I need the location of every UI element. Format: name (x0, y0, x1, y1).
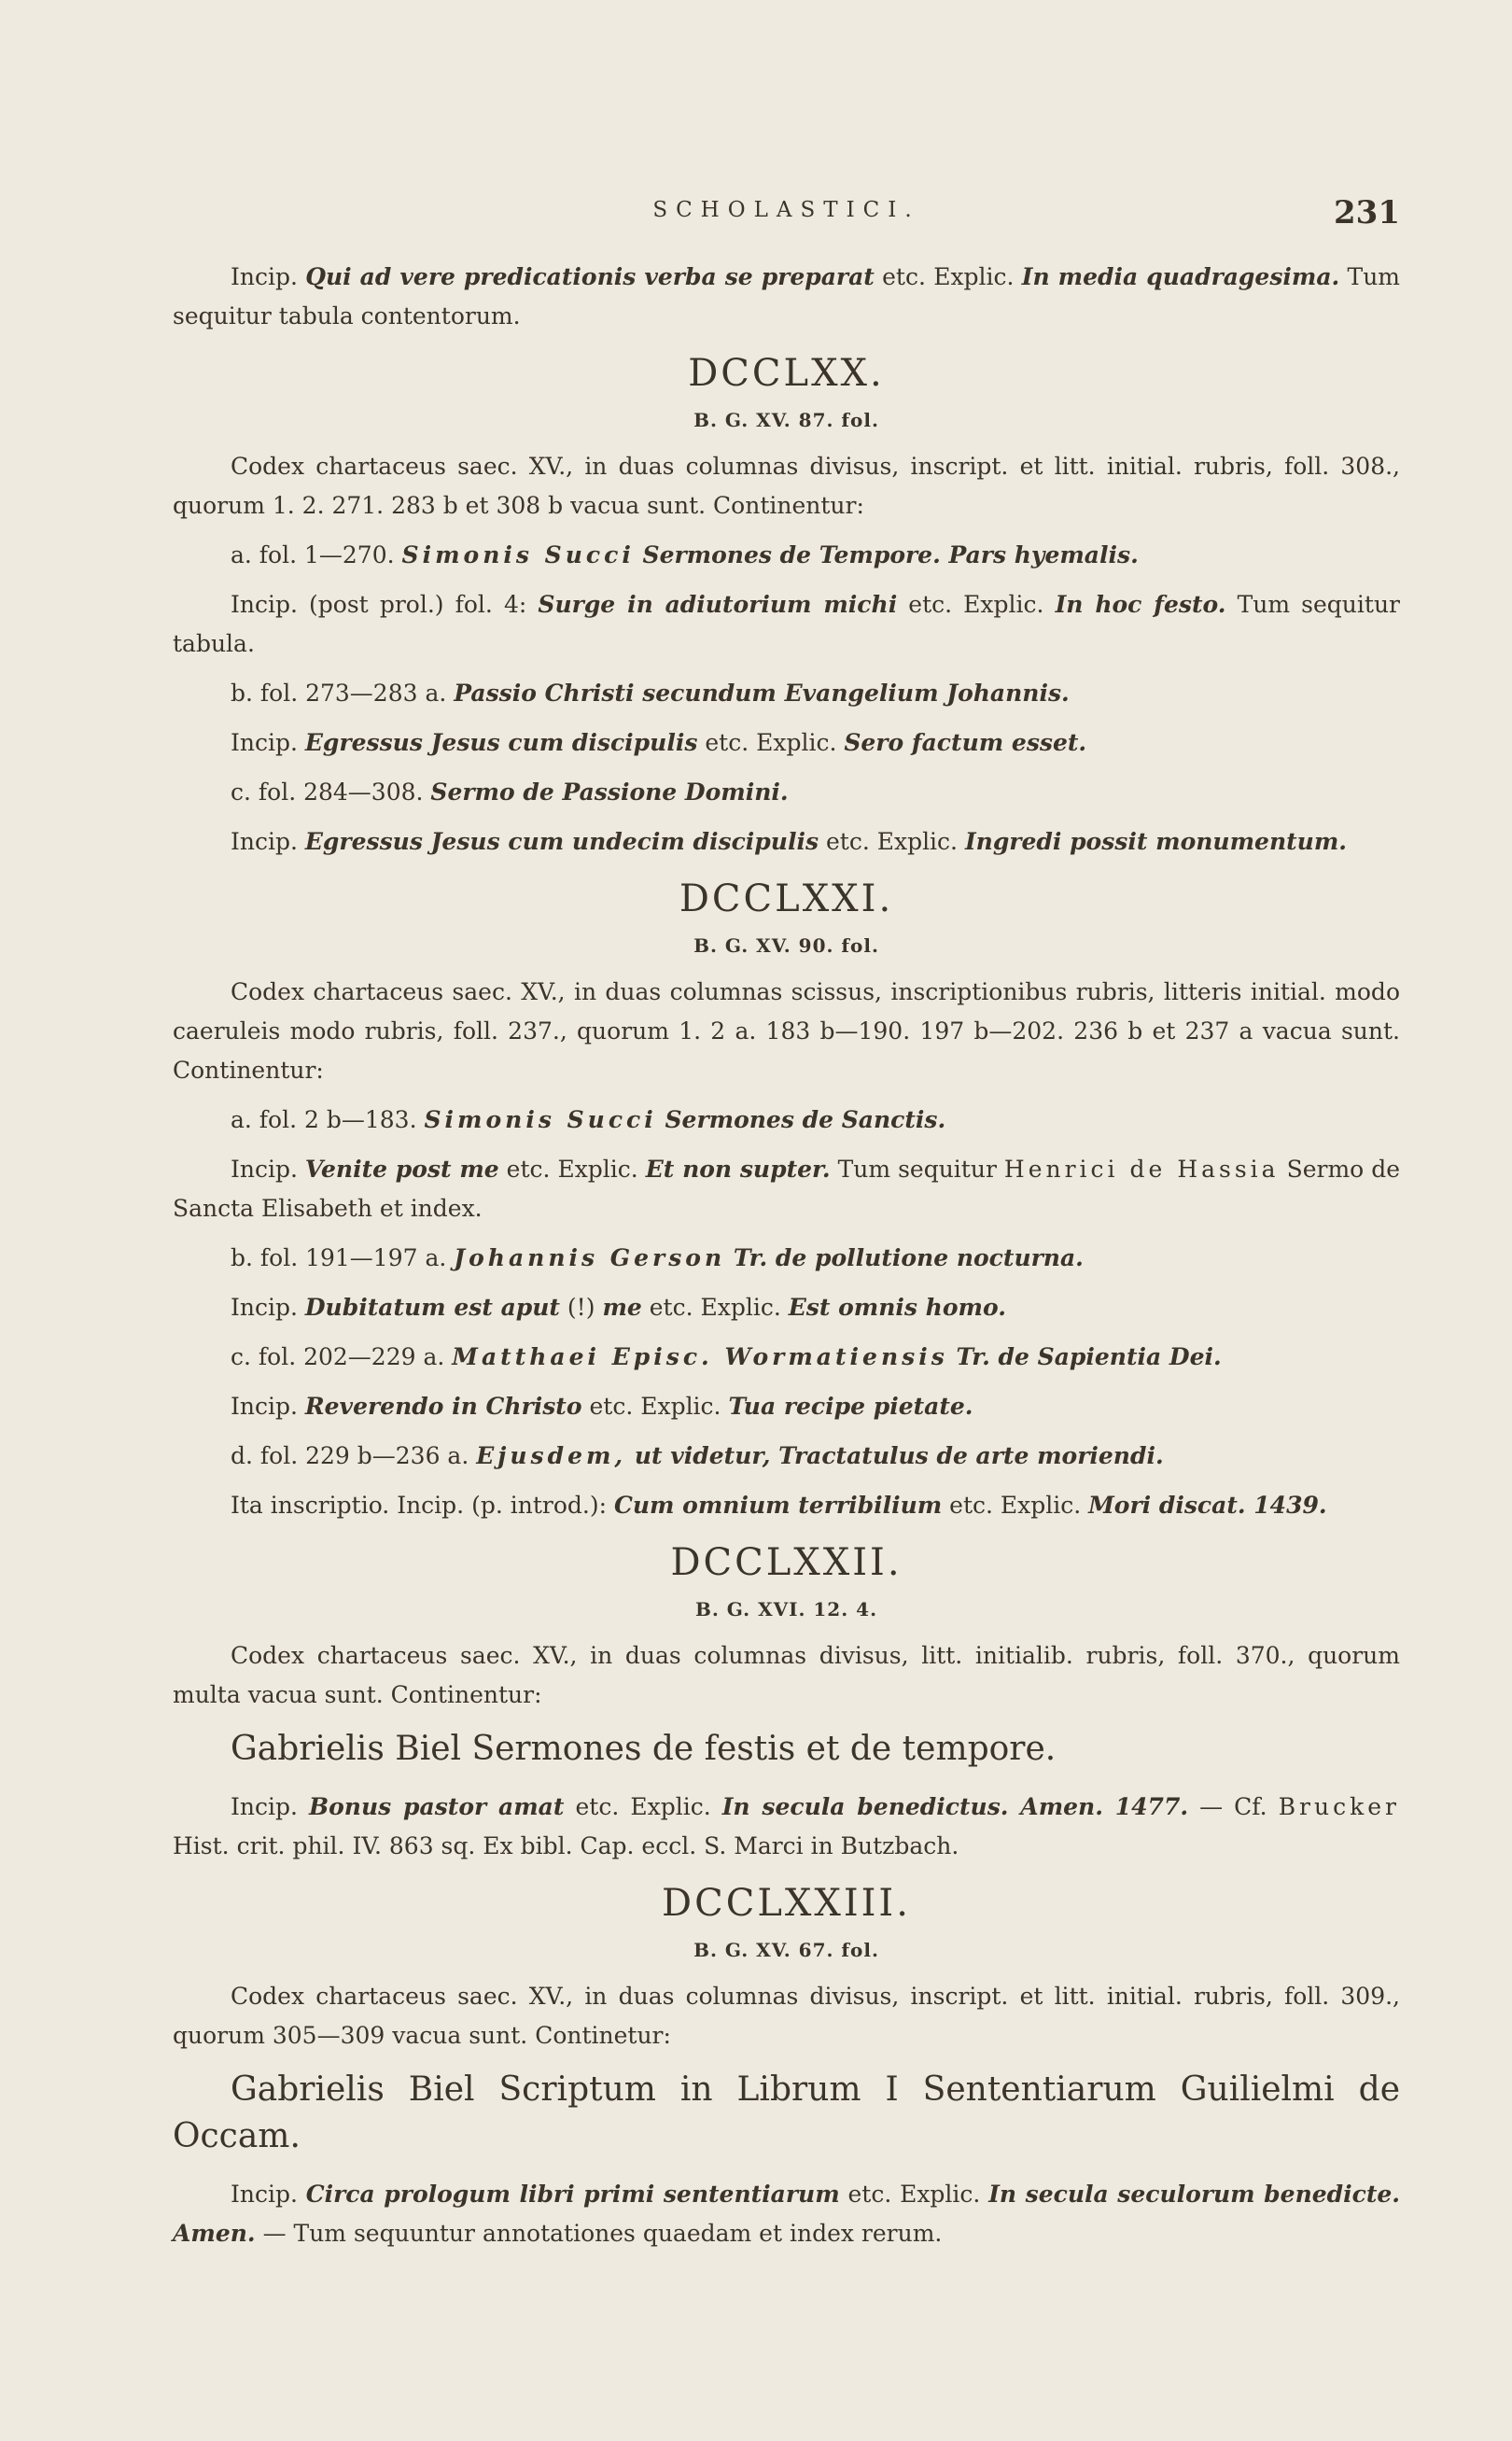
text: Tum sequitur tabula contentorum. (173, 263, 1401, 330)
text: Tum sequitur tabula. (173, 591, 1400, 657)
incipit-text: Qui ad vere predicationis verba se preparat (305, 263, 875, 290)
incipit-text: Surge in adiutorium michi (538, 591, 898, 618)
codex-description: Codex chartaceus saec. XV., in duas columnas divisus, inscript. et litt. initial. rubris, foll. 308., quorum 1. 2. 271. 283 b et 308 b vacua sunt. Continentur: (173, 453, 1400, 519)
explicit-text: In secula benedictus. Amen. 1477. (721, 1793, 1189, 1820)
incipit-line (173, 1150, 1400, 1228)
explicit-text: Et non supter. (645, 1156, 831, 1183)
page-number: 231 (1334, 194, 1400, 231)
work-title: Tr. de Sapientia Dei. (947, 1343, 1222, 1370)
content-item (173, 674, 1400, 713)
incipit-line (173, 585, 1400, 664)
text: etc. Explic. (819, 828, 965, 855)
incipit-line (173, 2175, 1400, 2253)
entry-number: DCCLXXII. (670, 1541, 903, 1584)
explicit-text: Ingredi possit monumentum. (964, 828, 1348, 855)
shelf-signature: B. G. XVI. 12. 4. (694, 1598, 878, 1620)
running-header (173, 194, 1400, 235)
explicit-text: Mori discat. 1439. (1088, 1492, 1327, 1519)
continued-incipit (173, 258, 1400, 336)
text: Hist. crit. phil. IV. 863 sq. Ex bibl. Cap. eccl. S. Marci in Butzbach. (173, 1832, 959, 1859)
explicit-text: In media quadragesima. (1021, 263, 1340, 290)
header-title: SCHOLASTICI. (652, 198, 920, 222)
author-name: Ejusdem, (476, 1442, 627, 1469)
text: etc. Explic. (839, 2181, 989, 2208)
text: etc. Explic. (697, 729, 845, 756)
entry-number: DCCLXX. (688, 352, 885, 395)
incipit-line (173, 822, 1400, 862)
explicit-text: Est omnis homo. (788, 1294, 1006, 1321)
catalogue-text (173, 258, 1400, 2264)
shelf-signature: B. G. XV. 67. fol. (693, 1939, 879, 1961)
author-name: Matthaei Episc. Wormatiensis (452, 1343, 948, 1370)
text: — Cf. (1188, 1793, 1279, 1820)
work-title: Sermones de Tempore. Pars hyemalis. (634, 541, 1139, 568)
work-title: Sermo de Passione Domini. (430, 779, 789, 806)
author-name: Simonis Succi (424, 1106, 657, 1133)
incipit-text: Reverendo in Christo (304, 1393, 582, 1420)
author-name: Henrici de Hassia (1003, 1156, 1280, 1183)
incipit-line (173, 1387, 1400, 1426)
work-title: Sermones de Sanctis. (656, 1106, 946, 1133)
work-title: ut videtur, Tractatulus de arte moriendi. (626, 1442, 1164, 1469)
work-heading: Gabrielis Biel Scriptum in Librum I Sententiarum Guilielmi de Occam. (173, 2070, 1400, 2155)
item-label: a. fol. 2 b—183. (231, 1106, 425, 1133)
content-item (173, 1101, 1400, 1140)
work-heading: Gabrielis Biel Sermones de festis et de tempore. (231, 1730, 1057, 1768)
explicit-text: Sero factum esset. (844, 729, 1087, 756)
item-label: b. fol. 273—283 a. (231, 680, 455, 707)
text: Ita inscriptio. Incip. (p. introd.): (231, 1492, 614, 1519)
entry-number: DCCLXXI. (679, 877, 894, 920)
content-item (173, 1338, 1400, 1377)
incipit-line (173, 723, 1400, 763)
incipit-text: Circa prologum libri primi sententiarum (305, 2181, 840, 2208)
incipit-text: Cum omnium terribilium (613, 1492, 943, 1519)
codex-description: Codex chartaceus saec. XV., in duas columnas divisus, litt. initialib. rubris, foll. 370., quorum multa vacua sunt. Continentur: (173, 1642, 1400, 1708)
content-item (173, 1437, 1400, 1476)
text: etc. Explic. (874, 263, 1022, 290)
text: — Tum sequuntur annotationes quaedam et index rerum. (255, 2220, 943, 2247)
text: etc. Explic. (641, 1294, 789, 1321)
incipit-text: Venite post me (304, 1156, 499, 1183)
author-name: Brucker (1278, 1793, 1401, 1820)
entry-number: DCCLXXIII. (662, 1882, 911, 1925)
incipit-line (173, 1288, 1400, 1327)
content-item (173, 536, 1400, 575)
item-label: c. fol. 284—308. (231, 779, 431, 806)
shelf-signature: B. G. XV. 87. fol. (693, 409, 879, 431)
item-label: a. fol. 1—270. (231, 541, 402, 568)
shelf-signature: B. G. XV. 90. fol. (693, 934, 879, 957)
text: Sermo de Sancta Elisabeth et index. (173, 1156, 1400, 1222)
text: (!) (559, 1294, 603, 1321)
work-title: Passio Christi secundum Evangelium Johannis. (454, 680, 1070, 707)
text: etc. Explic. (498, 1156, 646, 1183)
explicit-text: Tua recipe pietate. (728, 1393, 973, 1420)
text: Incip. (231, 263, 306, 290)
codex-description: Codex chartaceus saec. XV., in duas columnas scissus, inscriptionibus rubris, litteris initial. modo caeruleis modo rubris, foll. 237., quorum 1. 2 a. 183 b—190. 197 b—202. 236 b et 237 a vacua sunt. Continentur: (173, 978, 1400, 1084)
author-name: Johannis Gerson (454, 1244, 726, 1271)
text: Incip. (231, 1294, 305, 1321)
content-item (173, 773, 1400, 812)
incipit-text: Bonus pastor amat (309, 1793, 565, 1820)
item-label: c. fol. 202—229 a. (231, 1343, 453, 1370)
text: Incip. (231, 729, 305, 756)
content-item (173, 1239, 1400, 1278)
text: etc. Explic. (564, 1793, 722, 1820)
text: Incip. (231, 2181, 306, 2208)
text: etc. Explic. (897, 591, 1056, 618)
item-label: d. fol. 229 b—236 a. (231, 1442, 477, 1469)
work-title: Tr. de pollutione nocturna. (725, 1244, 1084, 1271)
incipit-text: me (602, 1294, 642, 1321)
item-label: b. fol. 191—197 a. (231, 1244, 455, 1271)
text: Incip. (231, 828, 305, 855)
incipit-line (173, 1486, 1400, 1525)
text: Tum sequitur (830, 1156, 1004, 1183)
author-name: Simonis Succi (401, 541, 635, 568)
text: Incip. (231, 1156, 305, 1183)
text: etc. Explic. (581, 1393, 729, 1420)
text: etc. Explic. (942, 1492, 1089, 1519)
explicit-text: In secula seculorum benedicte. Amen. (173, 2181, 1401, 2247)
explicit-text: In hoc festo. (1055, 591, 1226, 618)
text: Incip. (post prol.) fol. 4: (231, 591, 539, 618)
incipit-text: Egressus Jesus cum undecim discipulis (304, 828, 819, 855)
text: Incip. (231, 1793, 309, 1820)
incipit-line (173, 1788, 1400, 1866)
incipit-text: Dubitatum est aput (304, 1294, 560, 1321)
text: Incip. (231, 1393, 305, 1420)
incipit-text: Egressus Jesus cum discipulis (304, 729, 698, 756)
codex-description: Codex chartaceus saec. XV., in duas columnas divisus, inscript. et litt. initial. rubris, foll. 309., quorum 305—309 vacua sunt. Continetur: (173, 1983, 1400, 2049)
